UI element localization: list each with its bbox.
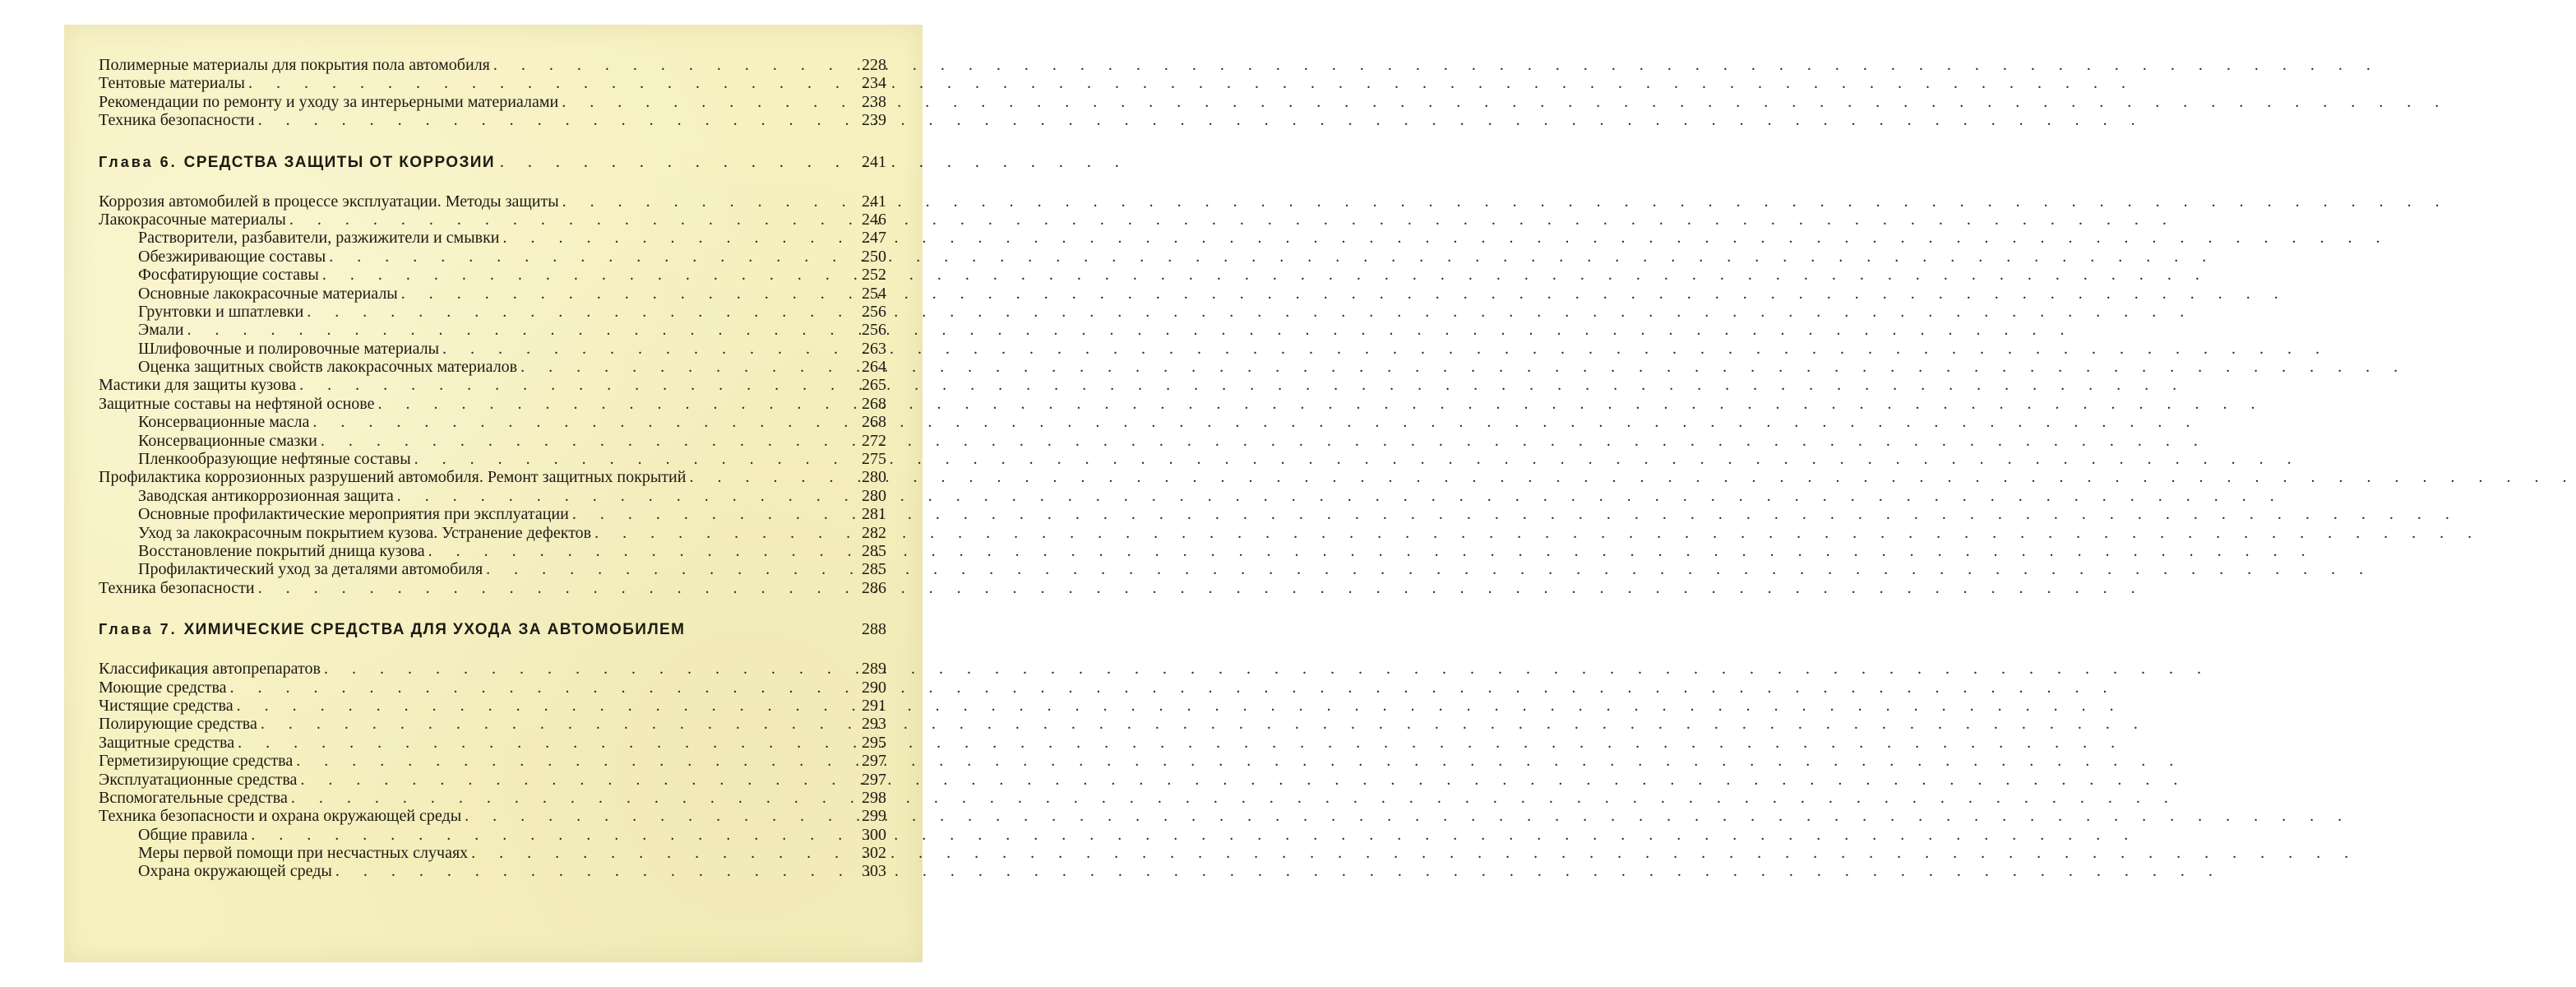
- toc-entry-title: Общие правила: [138, 825, 248, 844]
- toc-entry: [99, 321, 886, 339]
- toc-entry: [99, 432, 886, 450]
- toc-entry-title: Оценка защитных свойств лакокрасочных материалов: [138, 358, 518, 377]
- toc-entry: [99, 229, 886, 247]
- toc-entry-title: Мастики для защиты кузова: [99, 376, 297, 395]
- toc-entry-page: 303: [862, 862, 886, 881]
- toc-entry-page: 286: [862, 578, 886, 597]
- toc-entry-page: 293: [862, 715, 886, 734]
- chapter-7-entries: [99, 660, 886, 881]
- toc-entry-title: Основные лакокрасочные материалы: [138, 284, 398, 303]
- toc-entry-title: Техника безопасности: [99, 111, 255, 130]
- toc-entry-title: Защитные средства: [99, 733, 235, 752]
- toc-entry-page: 239: [862, 111, 886, 130]
- toc-entry: [99, 807, 886, 825]
- dot-leader: [442, 340, 2329, 358]
- toc-entry-title: Охрана окружающей среды: [138, 862, 332, 881]
- toc-entry-title: Пленкообразующие нефтяные составы: [138, 450, 411, 469]
- chapter-7-page: 288: [862, 620, 886, 639]
- toc-entry-page: 280: [862, 468, 886, 487]
- toc-entry: [99, 844, 886, 862]
- toc-entry-page: 265: [862, 376, 886, 395]
- toc-entry: [99, 211, 886, 229]
- dot-leader: [251, 826, 2138, 844]
- toc-entry-page: 285: [862, 541, 886, 560]
- toc-entry-page: 238: [862, 92, 886, 111]
- toc-entry: [99, 340, 886, 358]
- toc-entry: [99, 376, 886, 394]
- chapter-6-label: Глава 6.: [99, 153, 178, 170]
- toc-entry-page: 281: [862, 505, 886, 524]
- toc-entry-page: 275: [862, 450, 886, 469]
- toc-entry: [99, 450, 886, 468]
- toc-entry-page: 272: [862, 431, 886, 450]
- toc-entry-page: 264: [862, 358, 886, 377]
- dot-leader: [237, 697, 2124, 715]
- toc-entry-page: 234: [862, 74, 886, 93]
- toc-entry-title: Чистящие средства: [99, 696, 234, 715]
- dot-leader: [493, 56, 2380, 74]
- toc-entry-page: 256: [862, 302, 886, 321]
- toc-entry: [99, 285, 886, 303]
- toc-entry-page: 268: [862, 394, 886, 413]
- toc-entry-title: Рекомендации по ремонту и уходу за интерьерными материалами: [99, 92, 559, 111]
- toc-entry-page: 263: [862, 339, 886, 358]
- toc-entry: [99, 468, 886, 486]
- toc-entry-page: 252: [862, 266, 886, 285]
- chapter-7-label: Глава 7.: [99, 621, 178, 638]
- toc-entry-title: Профилактический уход за деталями автомобиля: [138, 560, 483, 579]
- toc-entry-title: Консервационные смазки: [138, 431, 317, 450]
- toc-entry-page: 300: [862, 825, 886, 844]
- toc-entry-title: Профилактика коррозионных разрушений автомобиля. Ремонт защитных покрытий: [99, 468, 687, 487]
- toc-entry-page: 297: [862, 752, 886, 771]
- toc-entry-page: 290: [862, 678, 886, 697]
- toc-entry-page: 247: [862, 229, 886, 248]
- toc-entry-title: Растворители, разбавители, разжижители и смывки: [138, 229, 500, 248]
- toc-entry: [99, 734, 886, 752]
- chapter-7-title: ХИМИЧЕСКИЕ СРЕДСТВА ДЛЯ УХОДА ЗА АВТОМОБИЛЕМ: [183, 621, 686, 639]
- toc-entry: [99, 111, 886, 129]
- toc-entry: [99, 395, 886, 413]
- toc-entry: [99, 679, 886, 697]
- chapter-7-heading: [99, 619, 886, 640]
- toc-entry-title: Вспомогательные средства: [99, 788, 288, 807]
- toc-entry-title: Техника безопасности: [99, 578, 255, 597]
- toc-entry: [99, 505, 886, 523]
- dot-leader: [322, 266, 2209, 284]
- toc-entry-title: Обезжиривающие составы: [138, 247, 326, 266]
- toc-entry: [99, 660, 886, 678]
- dot-leader: [307, 303, 2194, 321]
- toc-entry-page: 285: [862, 560, 886, 579]
- toc-entry-title: Фосфатирующие составы: [138, 266, 319, 285]
- toc-entry-title: Полимерные материалы для покрытия пола автомобиля: [99, 56, 490, 74]
- dot-leader: [299, 376, 2186, 394]
- toc-entry-page: 289: [862, 660, 886, 679]
- dot-leader: [291, 789, 2178, 807]
- dot-leader: [312, 413, 2199, 431]
- toc-entry: [99, 358, 886, 376]
- dot-leader: [321, 432, 2208, 450]
- dot-leader: [500, 151, 1129, 173]
- toc-entry: [99, 542, 886, 560]
- toc-entry-title: Моющие средства: [99, 678, 227, 697]
- toc-entry: [99, 93, 886, 111]
- toc-entry: [99, 524, 886, 542]
- toc-entry-title: Меры первой помощи при несчастных случаях: [138, 844, 469, 863]
- toc-entry-page: 268: [862, 413, 886, 432]
- toc-entry-title: Тентовые материалы: [99, 74, 245, 93]
- toc-entry-title: Эмали: [138, 321, 184, 340]
- toc-entry-page: 241: [862, 192, 886, 211]
- toc-entry-title: Заводская антикоррозионная защита: [138, 486, 394, 505]
- intro-entries: [99, 56, 886, 130]
- toc-entry-page: 282: [862, 523, 886, 542]
- toc-entry-title: Уход за лакокрасочным покрытием кузова. Устранение дефектов: [138, 523, 592, 542]
- toc-entry-title: Шлифовочные и полировочные материалы: [138, 339, 440, 358]
- toc-entry-title: Грунтовки и шпатлевки: [138, 302, 304, 321]
- dot-leader: [465, 807, 2352, 825]
- dot-leader: [377, 395, 2264, 413]
- toc-entry: [99, 752, 886, 770]
- toc-entry-page: 291: [862, 696, 886, 715]
- dot-leader: [401, 285, 2288, 303]
- toc-entry: [99, 560, 886, 578]
- toc-entry-page: 297: [862, 770, 886, 789]
- dot-leader: [230, 679, 2117, 697]
- dot-leader: [329, 248, 2216, 266]
- toc-entry: [99, 74, 886, 92]
- toc-entry-page: 298: [862, 788, 886, 807]
- dot-leader: [397, 487, 2284, 505]
- toc-entry: [99, 789, 886, 807]
- toc-entry-title: Коррозия автомобилей в процессе эксплуатации. Методы защиты: [99, 192, 559, 211]
- toc-entry: [99, 303, 886, 321]
- dot-leader: [689, 468, 2576, 486]
- chapter-6-page: 241: [862, 152, 886, 171]
- dot-leader: [520, 358, 2407, 376]
- toc-entry-page: 299: [862, 807, 886, 826]
- toc-entry-title: Техника безопасности и охрана окружающей среды: [99, 807, 462, 826]
- dot-leader: [296, 752, 2183, 770]
- toc-entry: [99, 862, 886, 880]
- toc-entry: [99, 413, 886, 431]
- toc-entry-title: Классификация автопрепаратов: [99, 660, 321, 679]
- dot-leader: [258, 579, 2145, 597]
- dot-leader: [471, 844, 2358, 862]
- toc-entry-page: 256: [862, 321, 886, 340]
- toc-entry-title: Полирующие средства: [99, 715, 257, 734]
- toc-entry-page: 254: [862, 284, 886, 303]
- toc-entry-title: Герметизирующие средства: [99, 752, 294, 771]
- dot-leader: [428, 542, 2315, 560]
- dot-leader: [335, 862, 2222, 880]
- toc-entry: [99, 697, 886, 715]
- toc-entry: [99, 192, 886, 211]
- dot-leader: [486, 560, 2373, 578]
- dot-leader: [258, 111, 2145, 129]
- chapter-6-title: СРЕДСТВА ЗАЩИТЫ ОТ КОРРОЗИИ: [183, 153, 495, 171]
- chapter-6-entries: [99, 192, 886, 598]
- dot-leader: [503, 229, 2390, 247]
- toc-entry: [99, 266, 886, 284]
- dot-leader: [238, 734, 2125, 752]
- dot-leader: [300, 771, 2187, 789]
- toc-entry-title: Защитные составы на нефтяной основе: [99, 394, 375, 413]
- toc-entry: [99, 579, 886, 597]
- dot-leader: [289, 211, 2176, 229]
- toc-entry-page: 228: [862, 56, 886, 74]
- toc-entry-title: Эксплуатационные средства: [99, 770, 298, 789]
- dot-leader: [324, 660, 2211, 678]
- dot-leader: [248, 74, 2135, 92]
- toc-entry: [99, 771, 886, 789]
- dot-leader: [261, 715, 2148, 733]
- toc-entry: [99, 248, 886, 266]
- toc-entry-title: Основные профилактические мероприятия при эксплуатации: [138, 505, 569, 524]
- toc-entry: [99, 487, 886, 505]
- toc-entry-page: 295: [862, 733, 886, 752]
- toc-entry-page: 280: [862, 486, 886, 505]
- dot-leader: [414, 450, 2301, 468]
- toc-entry-title: Лакокрасочные материалы: [99, 210, 286, 229]
- toc-entry-page: 250: [862, 247, 886, 266]
- toc-entry: [99, 56, 886, 74]
- toc-entry-page: 246: [862, 210, 886, 229]
- book-page: [64, 25, 923, 962]
- toc-entry-title: Восстановление покрытий днища кузова: [138, 541, 425, 560]
- toc-entry: [99, 715, 886, 733]
- table-of-contents: [99, 56, 886, 881]
- toc-entry-page: 302: [862, 844, 886, 863]
- toc-entry-title: Консервационные масла: [138, 413, 310, 432]
- toc-entry: [99, 826, 886, 844]
- dot-leader: [187, 321, 2074, 339]
- chapter-6-heading: [99, 151, 886, 173]
